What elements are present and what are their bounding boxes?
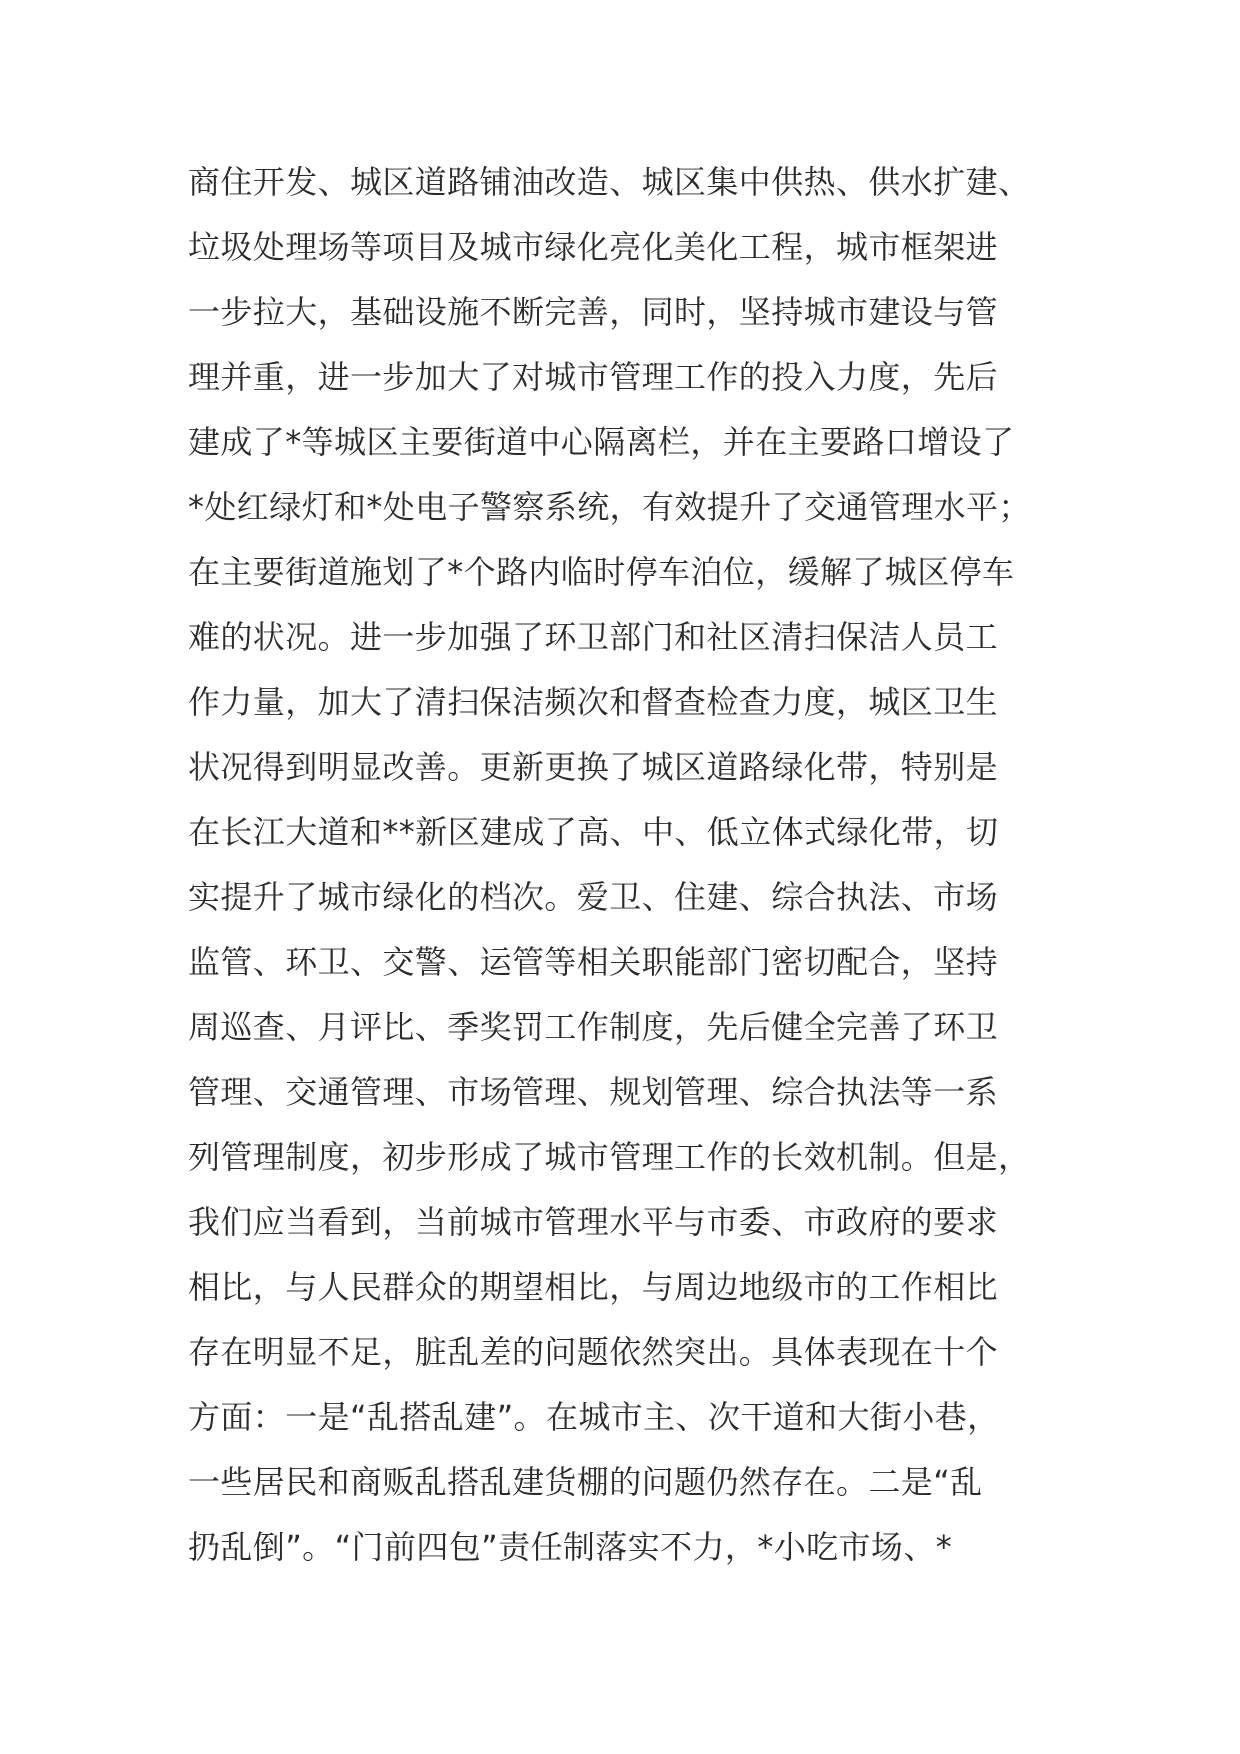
text-line: 周巡查、月评比、季奖罚工作制度，先后健全完善了环卫 <box>188 1008 999 1046</box>
text-line: *处红绿灯和*处电子警察系统，有效提升了交通管理水平； <box>188 488 1031 526</box>
text-line: 在主要街道施划了*个路内临时停车泊位，缓解了城区停车 <box>188 553 1015 591</box>
body-paragraph <box>188 152 1068 1582</box>
text-line: 一些居民和商贩乱搭乱建货棚的问题仍然存在。二是“乱 <box>188 1463 983 1501</box>
text-line: 扔乱倒”。“门前四包”责任制落实不力，*小吃市场、* <box>188 1528 953 1566</box>
text-line: 难的状况。进一步加强了环卫部门和社区清扫保洁人员工 <box>188 618 999 656</box>
text-line: 作力量，加大了清扫保洁频次和督查检查力度，城区卫生 <box>188 683 999 721</box>
text-line: 方面：一是“乱搭乱建”。在城市主、次干道和大街小巷， <box>188 1398 1000 1436</box>
text-line: 管理、交通管理、市场管理、规划管理、综合执法等一系 <box>188 1073 999 1111</box>
text-line: 列管理制度，初步形成了城市管理工作的长效机制。但是， <box>188 1138 1031 1176</box>
text-line: 商住开发、城区道路铺油改造、城区集中供热、供水扩建、 <box>188 163 1031 201</box>
text-line: 在长江大道和**新区建成了高、中、低立体式绿化带，切 <box>188 813 999 851</box>
text-line: 实提升了城市绿化的档次。爱卫、住建、综合执法、市场 <box>188 878 999 916</box>
text-line: 垃圾处理场等项目及城市绿化亮化美化工程，城市框架进 <box>188 228 999 266</box>
text-line: 监管、环卫、交警、运管等相关职能部门密切配合，坚持 <box>188 943 999 981</box>
text-line: 存在明显不足，脏乱差的问题依然突出。具体表现在十个 <box>188 1333 999 1371</box>
text-line: 状况得到明显改善。更新更换了城区道路绿化带，特别是 <box>188 748 999 786</box>
text-line: 理并重，进一步加大了对城市管理工作的投入力度，先后 <box>188 358 999 396</box>
text-line: 一步拉大，基础设施不断完善，同时，坚持城市建设与管 <box>188 293 999 331</box>
text-line: 建成了*等城区主要街道中心隔离栏，并在主要路口增设了 <box>188 423 1015 461</box>
text-line: 我们应当看到，当前城市管理水平与市委、市政府的要求 <box>188 1203 999 1241</box>
text-line: 相比，与人民群众的期望相比，与周边地级市的工作相比 <box>188 1268 999 1306</box>
